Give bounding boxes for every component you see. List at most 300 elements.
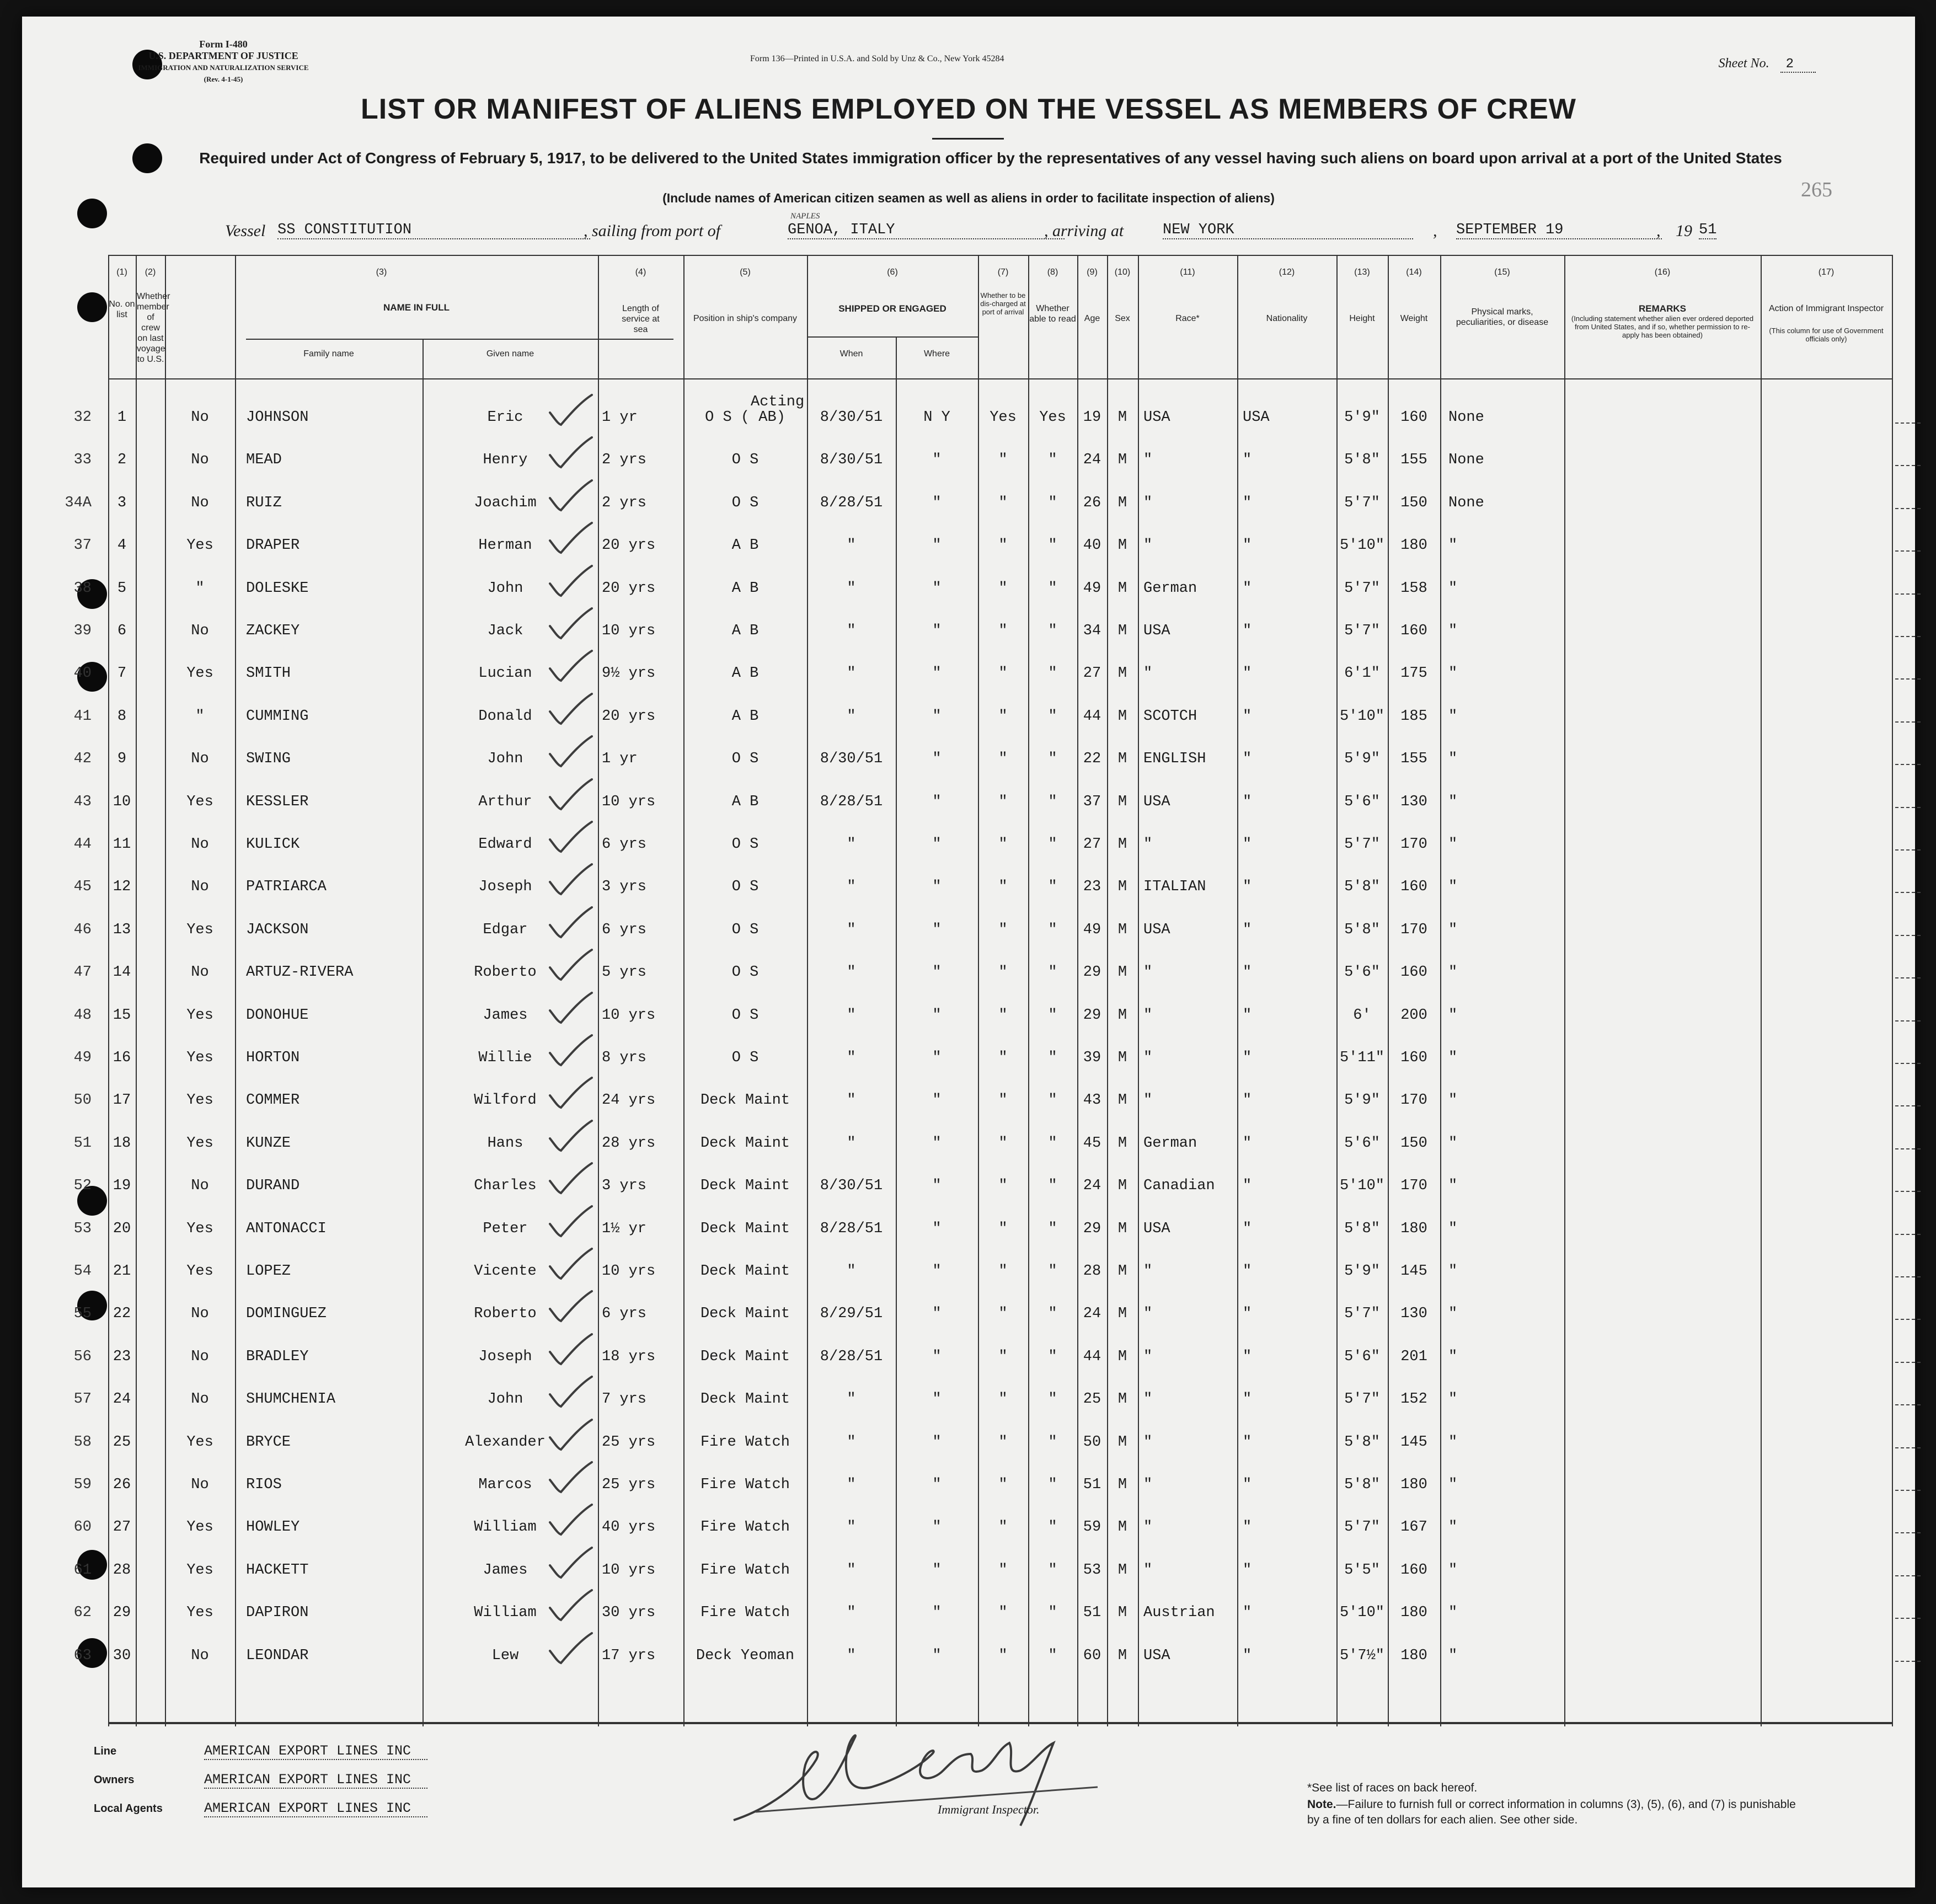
cell-discharged: "	[998, 836, 1008, 853]
punch-hole	[132, 143, 162, 173]
cell-nationality: "	[1243, 1220, 1252, 1237]
cell-able-to-read: "	[1048, 836, 1057, 853]
crew-ref-number: 34A	[65, 494, 92, 511]
cell-given-name: Joseph	[478, 879, 532, 896]
crew-ref-number: 44	[73, 836, 92, 853]
cell-last-voyage: No	[191, 409, 209, 426]
cell-race: ENGLISH	[1143, 751, 1206, 768]
cell-last-voyage: No	[191, 1348, 209, 1365]
cell-row-number: 19	[113, 1178, 131, 1195]
voyage-line: Vessel SS CONSTITUTION , sailing from port of GENOA, ITALY , arriving at NEW YORK , SEPTEMBER 19 , 19 51	[225, 222, 1717, 240]
cell-length-of-service: 25 yrs	[602, 1434, 656, 1451]
checkmark-icon	[547, 1458, 596, 1496]
cell-physical-marks: "	[1448, 1391, 1458, 1408]
cell-sex: M	[1117, 793, 1127, 810]
cell-race: USA	[1143, 1220, 1170, 1237]
cell-physical-marks: "	[1448, 580, 1458, 597]
table-row	[73, 1289, 1892, 1331]
cell-family-name: HOWLEY	[246, 1519, 300, 1536]
margin-dash	[1895, 1661, 1921, 1662]
cell-given-name: John	[487, 580, 523, 597]
crew-ref-number: 50	[73, 1092, 92, 1109]
cell-weight: 160	[1400, 964, 1427, 981]
cell-sex: M	[1117, 1092, 1127, 1109]
cell-nationality: "	[1243, 964, 1252, 981]
cell-discharged: "	[998, 494, 1008, 511]
crew-ref-number: 53	[73, 1220, 92, 1237]
cell-nationality: "	[1243, 1007, 1252, 1024]
cell-shipped-when: "	[847, 964, 856, 981]
table-row	[73, 1588, 1892, 1630]
cell-able-to-read: "	[1048, 1647, 1057, 1664]
cell-able-to-read: "	[1048, 1135, 1057, 1152]
arrival-port	[1163, 222, 1413, 239]
cell-weight: 155	[1400, 751, 1427, 768]
margin-dash	[1895, 764, 1921, 765]
line-field	[94, 1743, 427, 1759]
table-row	[73, 435, 1892, 478]
margin-dash	[1895, 1447, 1921, 1448]
cell-family-name: DOLESKE	[246, 580, 309, 597]
arrival-year: 51	[1699, 222, 1717, 238]
cell-row-number: 26	[113, 1477, 131, 1493]
cell-length-of-service: 20 yrs	[602, 708, 656, 725]
cell-able-to-read: "	[1048, 1561, 1057, 1579]
cell-nationality: "	[1243, 665, 1252, 682]
col-header-position: Position in ship's company	[693, 314, 798, 323]
crew-ref-number: 63	[73, 1647, 92, 1664]
cell-last-voyage: No	[191, 836, 209, 853]
cell-sex: M	[1117, 1135, 1127, 1152]
cell-position: O S	[731, 1050, 759, 1066]
cell-row-number: 24	[113, 1391, 131, 1408]
cell-weight: 160	[1400, 879, 1427, 896]
col-header-given-name: Given name	[486, 349, 534, 359]
cell-able-to-read: "	[1048, 708, 1057, 725]
cell-shipped-when: "	[847, 1007, 856, 1024]
cell-nationality: "	[1243, 793, 1252, 810]
note-label: Note.	[1307, 1798, 1336, 1811]
cell-height: 5'8"	[1344, 1220, 1380, 1237]
cell-able-to-read: "	[1048, 793, 1057, 810]
checkmark-icon	[547, 1287, 596, 1325]
cell-row-number: 6	[117, 623, 127, 639]
cell-physical-marks: "	[1448, 836, 1458, 853]
cell-shipped-when: "	[847, 665, 856, 682]
cell-weight: 158	[1400, 580, 1427, 597]
margin-dash	[1895, 1063, 1921, 1064]
cell-age: 53	[1083, 1561, 1101, 1579]
col-header-action: Action of Immigrant Inspector	[1768, 304, 1884, 313]
cell-shipped-when: "	[847, 1647, 856, 1664]
cell-shipped-when: 8/28/51	[820, 793, 883, 810]
table-row	[73, 1076, 1892, 1118]
cell-row-number: 27	[113, 1519, 131, 1536]
cell-length-of-service: 30 yrs	[602, 1605, 656, 1622]
cell-last-voyage: No	[191, 1477, 209, 1493]
checkmark-icon	[547, 1031, 596, 1069]
col-num: (8)	[1047, 268, 1058, 277]
sheet-number	[1719, 56, 1816, 72]
cell-height: 5'7"	[1344, 1306, 1380, 1323]
cell-given-name: Lew	[491, 1647, 519, 1664]
cell-nationality: "	[1243, 708, 1252, 725]
cell-shipped-where: "	[932, 1348, 942, 1365]
cell-height: 5'6"	[1344, 1348, 1380, 1365]
cell-shipped-when: 8/30/51	[820, 751, 883, 768]
cell-length-of-service: 3 yrs	[602, 1178, 647, 1195]
cell-position: Deck Maint	[700, 1263, 790, 1280]
cell-age: 50	[1083, 1434, 1101, 1451]
shipped-subheader-rule	[807, 336, 978, 338]
cell-age: 25	[1083, 1391, 1101, 1408]
cell-discharged: "	[998, 1220, 1008, 1237]
cell-nationality: "	[1243, 751, 1252, 768]
cell-weight: 185	[1400, 708, 1427, 725]
cell-height: 5'8"	[1344, 1477, 1380, 1493]
cell-physical-marks: "	[1448, 1007, 1458, 1024]
crew-ref-number: 39	[73, 623, 92, 639]
cell-given-name: Alexander	[465, 1434, 545, 1451]
cell-age: 29	[1083, 964, 1101, 981]
cell-family-name: LEONDAR	[246, 1647, 309, 1664]
cell-discharged: "	[998, 1135, 1008, 1152]
sailing-port-text: GENOA, ITALY	[788, 222, 895, 238]
cell-position: Deck Maint	[700, 1092, 790, 1109]
cell-discharged: "	[998, 1434, 1008, 1451]
cell-family-name: ARTUZ-RIVERA	[246, 964, 354, 981]
cell-shipped-where: "	[932, 623, 942, 639]
cell-nationality: "	[1243, 1178, 1252, 1195]
cell-length-of-service: 10 yrs	[602, 793, 656, 810]
cell-shipped-when: "	[847, 708, 856, 725]
crew-ref-number: 41	[73, 708, 92, 725]
cell-height: 5'8"	[1344, 1434, 1380, 1451]
page-stamp: 265	[1801, 178, 1832, 201]
cell-race: USA	[1143, 623, 1170, 639]
cell-family-name: RIOS	[246, 1477, 282, 1493]
cell-age: 51	[1083, 1477, 1101, 1493]
line-label: Line	[94, 1745, 117, 1757]
cell-age: 23	[1083, 879, 1101, 896]
cell-sex: M	[1117, 494, 1127, 511]
cell-given-name: Henry	[483, 452, 528, 469]
cell-position: Deck Maint	[700, 1306, 790, 1323]
cell-last-voyage: No	[191, 452, 209, 469]
table-row	[73, 1374, 1892, 1417]
cell-race: USA	[1143, 921, 1170, 938]
cell-length-of-service: 6 yrs	[602, 921, 647, 938]
cell-row-number: 4	[117, 537, 127, 554]
cell-family-name: KUNZE	[246, 1135, 291, 1152]
cell-length-of-service: 40 yrs	[602, 1519, 656, 1536]
cell-discharged: "	[998, 751, 1008, 768]
table-row	[73, 991, 1892, 1033]
arriving-label: , arriving at	[1044, 222, 1124, 240]
col-num: (11)	[1180, 268, 1195, 277]
cell-shipped-where: "	[932, 1477, 942, 1493]
cell-able-to-read: "	[1048, 1348, 1057, 1365]
cell-given-name: Charles	[474, 1178, 537, 1195]
cell-physical-marks: "	[1448, 1348, 1458, 1365]
cell-weight: 170	[1400, 1178, 1427, 1195]
cell-nationality: "	[1243, 1348, 1252, 1365]
cell-age: 27	[1083, 836, 1101, 853]
cell-sex: M	[1117, 1306, 1127, 1323]
cell-height: 5'5"	[1344, 1561, 1380, 1579]
cell-race: "	[1143, 665, 1153, 682]
cell-race: USA	[1143, 793, 1170, 810]
table-row	[73, 564, 1892, 606]
cell-able-to-read: "	[1048, 537, 1057, 554]
inspector-signature	[723, 1715, 1109, 1848]
crew-ref-number: 47	[73, 964, 92, 981]
cell-last-voyage: No	[191, 964, 209, 981]
cell-physical-marks: "	[1448, 1434, 1458, 1451]
cell-last-voyage: Yes	[186, 1519, 213, 1536]
col-num: (6)	[887, 268, 898, 277]
cell-sex: M	[1117, 1263, 1127, 1280]
cell-sex: M	[1117, 409, 1127, 426]
margin-dash	[1895, 1404, 1921, 1405]
margin-dash	[1895, 1362, 1921, 1363]
cell-given-name: Roberto	[474, 1306, 537, 1323]
cell-race: "	[1143, 1050, 1153, 1066]
cell-sex: M	[1117, 1605, 1127, 1622]
cell-weight: 180	[1400, 1220, 1427, 1237]
cell-shipped-where: "	[932, 793, 942, 810]
cell-last-voyage: No	[191, 751, 209, 768]
checkmark-icon	[547, 1073, 596, 1112]
note-text: —Failure to furnish full or correct information in columns (3), (5), (6), and (7) is punishable by a fine of ten dollars for each alien. See other side.	[1307, 1798, 1796, 1826]
margin-dash	[1895, 422, 1921, 424]
cell-race: ITALIAN	[1143, 879, 1206, 896]
cell-weight: 180	[1400, 1477, 1427, 1493]
cell-physical-marks: "	[1448, 793, 1458, 810]
crew-ref-number: 40	[73, 665, 92, 682]
cell-sex: M	[1117, 1561, 1127, 1579]
cell-row-number: 2	[117, 452, 127, 469]
col-num: (13)	[1354, 268, 1370, 277]
cell-shipped-where: "	[932, 537, 942, 554]
cell-length-of-service: 24 yrs	[602, 1092, 656, 1109]
cell-height: 6'1"	[1344, 665, 1380, 682]
cell-height: 5'9"	[1344, 1092, 1380, 1109]
margin-dash	[1895, 1105, 1921, 1106]
position-note: Acting	[751, 394, 805, 410]
cell-shipped-when: "	[847, 836, 856, 853]
cell-given-name: William	[474, 1605, 537, 1622]
cell-sex: M	[1117, 1050, 1127, 1066]
cell-family-name: MEAD	[246, 452, 282, 469]
cell-length-of-service: 5 yrs	[602, 964, 647, 981]
cell-shipped-when: "	[847, 623, 856, 639]
margin-dash	[1895, 1020, 1921, 1021]
cell-length-of-service: 25 yrs	[602, 1477, 656, 1493]
cell-given-name: Willie	[478, 1050, 532, 1066]
cell-sex: M	[1117, 921, 1127, 938]
cell-height: 5'9"	[1344, 409, 1380, 426]
cell-discharged: "	[998, 708, 1008, 725]
cell-shipped-when: 8/28/51	[820, 1220, 883, 1237]
cell-able-to-read: "	[1048, 879, 1057, 896]
cell-length-of-service: 20 yrs	[602, 537, 656, 554]
table-row	[73, 1247, 1892, 1289]
cell-position: A B	[731, 708, 759, 725]
cell-race: Canadian	[1143, 1178, 1215, 1195]
cell-discharged: "	[998, 452, 1008, 469]
cell-height: 5'10"	[1339, 537, 1384, 554]
page-title: LIST OR MANIFEST OF ALIENS EMPLOYED ON THE VESSEL AS MEMBERS OF CREW	[361, 93, 1576, 125]
cell-family-name: BRYCE	[246, 1434, 291, 1451]
cell-position: Fire Watch	[700, 1519, 790, 1536]
cell-nationality: "	[1243, 1561, 1252, 1579]
cell-able-to-read: "	[1048, 1263, 1057, 1280]
cell-given-name: John	[487, 751, 523, 768]
checkmark-icon	[547, 1629, 596, 1667]
printer-line: Form 136—Printed in U.S.A. and Sold by Unz & Co., New York 45284	[750, 54, 1004, 63]
cell-height: 5'6"	[1344, 1135, 1380, 1152]
cell-position: A B	[731, 537, 759, 554]
cell-race: "	[1143, 1306, 1153, 1323]
crew-ref-number: 37	[73, 537, 92, 554]
cell-race: "	[1143, 1391, 1153, 1408]
cell-row-number: 30	[113, 1647, 131, 1664]
year-prefix: 19	[1676, 222, 1692, 240]
margin-dash	[1895, 1532, 1921, 1533]
cell-age: 29	[1083, 1007, 1101, 1024]
cell-family-name: KULICK	[246, 836, 300, 853]
cell-able-to-read: "	[1048, 1092, 1057, 1109]
owners-field	[94, 1772, 427, 1788]
checkmark-icon	[547, 561, 596, 600]
cell-row-number: 22	[113, 1306, 131, 1323]
cell-discharged: "	[998, 1050, 1008, 1066]
cell-given-name: William	[474, 1519, 537, 1536]
cell-discharged: "	[998, 1092, 1008, 1109]
cell-discharged: "	[998, 879, 1008, 896]
form-number: Form I-480	[199, 39, 248, 50]
cell-family-name: DRAPER	[246, 537, 300, 554]
cell-last-voyage: Yes	[186, 1092, 213, 1109]
cell-position: O S	[731, 751, 759, 768]
cell-last-voyage: Yes	[186, 1050, 213, 1066]
cell-shipped-where: "	[932, 879, 942, 896]
title-divider	[932, 138, 1004, 140]
cell-age: 19	[1083, 409, 1101, 426]
margin-dash	[1895, 465, 1921, 466]
checkmark-icon	[547, 1415, 596, 1454]
cell-given-name: Edgar	[483, 921, 528, 938]
table-row	[73, 393, 1892, 435]
cell-shipped-when: "	[847, 921, 856, 938]
table-row	[73, 1332, 1892, 1374]
cell-able-to-read: "	[1048, 751, 1057, 768]
table-row	[73, 649, 1892, 691]
cell-last-voyage: No	[191, 1178, 209, 1195]
table-row	[65, 478, 1892, 521]
cell-sex: M	[1117, 1007, 1127, 1024]
cell-position: O S	[731, 494, 759, 511]
cell-able-to-read: "	[1048, 494, 1057, 511]
cell-position: Deck Maint	[700, 1220, 790, 1237]
cell-shipped-when: "	[847, 1561, 856, 1579]
cell-discharged: "	[998, 964, 1008, 981]
cell-position: O S	[731, 1007, 759, 1024]
arrival-date-text: SEPTEMBER 19	[1456, 222, 1564, 238]
table-row	[73, 948, 1892, 990]
cell-nationality: "	[1243, 1263, 1252, 1280]
margin-dash	[1895, 849, 1921, 851]
cell-discharged: "	[998, 1263, 1008, 1280]
sheet-value: 2	[1780, 57, 1816, 73]
vessel-name-text: SS CONSTITUTION	[277, 222, 412, 238]
cell-length-of-service: 10 yrs	[602, 1561, 656, 1579]
cell-physical-marks: "	[1448, 964, 1458, 981]
owners-value: AMERICAN EXPORT LINES INC	[204, 1772, 427, 1789]
cell-shipped-when: "	[847, 1477, 856, 1493]
sailing-port	[788, 222, 1065, 239]
cell-shipped-where: "	[932, 921, 942, 938]
cell-race: "	[1143, 1477, 1153, 1493]
cell-shipped-where: "	[932, 1050, 942, 1066]
table-row	[73, 1119, 1892, 1161]
crew-ref-number: 56	[73, 1348, 92, 1365]
cell-shipped-where: N Y	[923, 409, 950, 426]
checkmark-icon	[547, 433, 596, 472]
cell-given-name: Joachim	[474, 494, 537, 511]
cell-family-name: JACKSON	[246, 921, 309, 938]
cell-physical-marks: "	[1448, 1178, 1458, 1195]
cell-able-to-read: "	[1048, 1007, 1057, 1024]
cell-race: "	[1143, 1007, 1153, 1024]
table-row	[73, 862, 1892, 905]
cell-height: 5'7"	[1344, 836, 1380, 853]
cell-shipped-where: "	[932, 452, 942, 469]
cell-shipped-when: 8/30/51	[820, 452, 883, 469]
cell-row-number: 8	[117, 708, 127, 725]
cell-row-number: 25	[113, 1434, 131, 1451]
cell-physical-marks: "	[1448, 1306, 1458, 1323]
table-row	[73, 1033, 1892, 1076]
cell-position: O S	[731, 964, 759, 981]
col-header-physical-marks: Physical marks, peculiarities, or disease	[1456, 307, 1549, 327]
cell-able-to-read: "	[1048, 1519, 1057, 1536]
cell-height: 5'9"	[1344, 1263, 1380, 1280]
crew-ref-number: 45	[73, 879, 92, 896]
cell-length-of-service: 8 yrs	[602, 1050, 647, 1066]
cell-row-number: 21	[113, 1263, 131, 1280]
cell-physical-marks: "	[1448, 1135, 1458, 1152]
cell-shipped-when: "	[847, 879, 856, 896]
checkmark-icon	[547, 646, 596, 685]
cell-shipped-where: "	[932, 964, 942, 981]
cell-height: 5'6"	[1344, 964, 1380, 981]
cell-race: "	[1143, 452, 1153, 469]
cell-shipped-when: 8/29/51	[820, 1306, 883, 1323]
inspector-label: Immigrant Inspector.	[938, 1803, 1040, 1816]
cell-last-voyage: Yes	[186, 1007, 213, 1024]
cell-sex: M	[1117, 1647, 1127, 1664]
cell-sex: M	[1117, 1477, 1127, 1493]
cell-weight: 160	[1400, 1050, 1427, 1066]
cell-physical-marks: "	[1448, 1220, 1458, 1237]
cell-race: "	[1143, 1561, 1153, 1579]
cell-weight: 170	[1400, 1092, 1427, 1109]
cell-discharged: "	[998, 1477, 1008, 1493]
checkmark-icon	[547, 817, 596, 856]
cell-nationality: "	[1243, 1050, 1252, 1066]
